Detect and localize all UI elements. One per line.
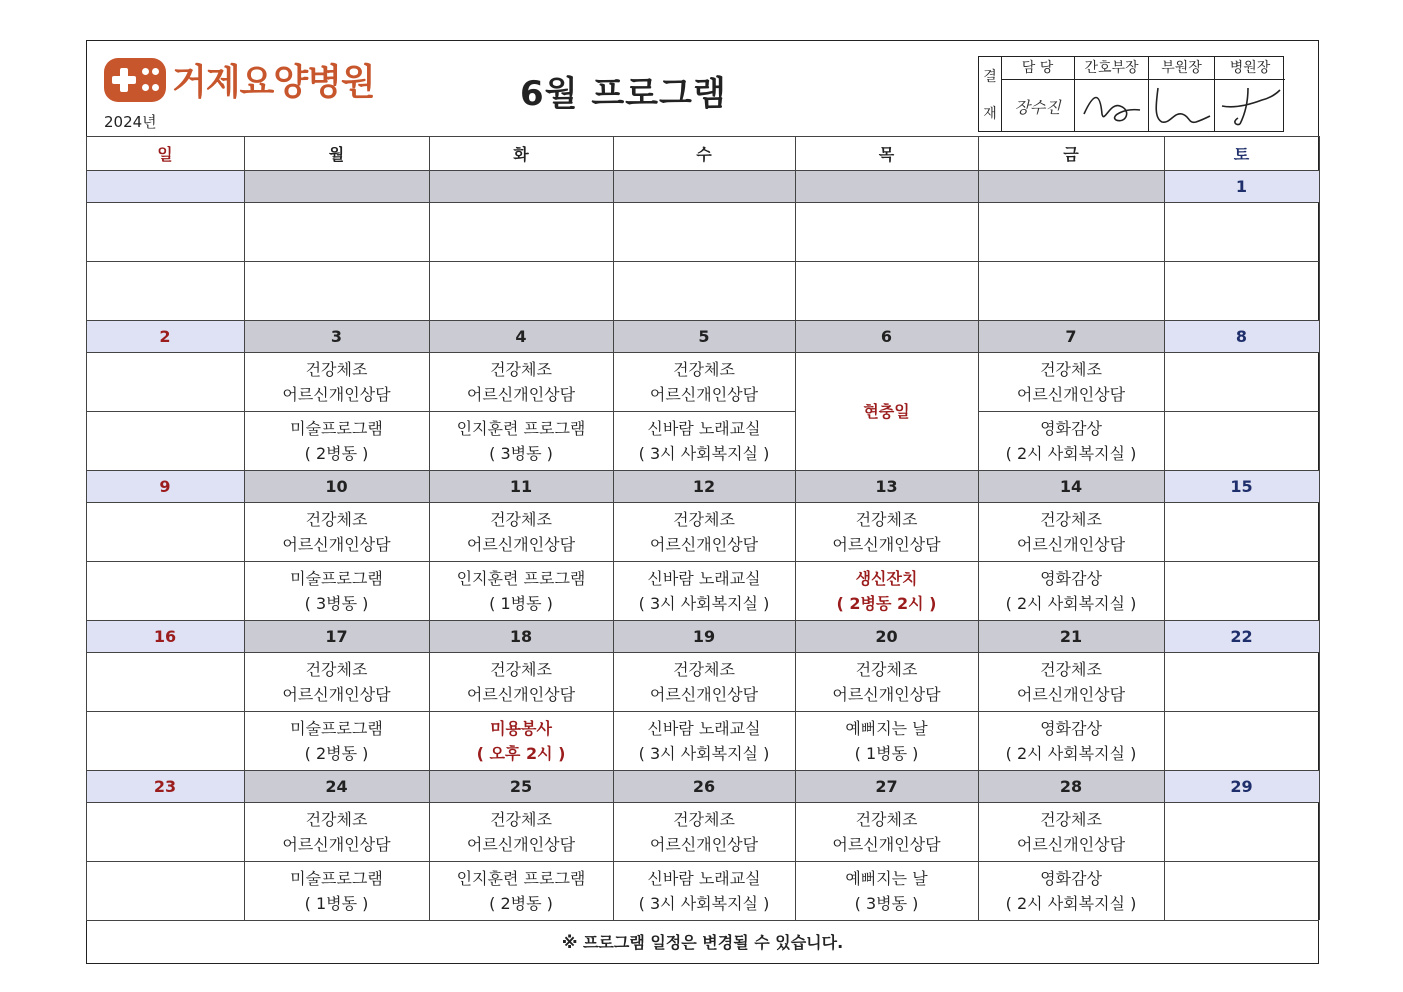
date-cell: 20 xyxy=(795,620,978,652)
date-cell: 8 xyxy=(1164,320,1319,352)
program-cell: 영화감상 ( 2시 사회복지실 ) xyxy=(1005,718,1137,763)
program-cell xyxy=(86,202,244,261)
grid-line xyxy=(795,711,978,712)
grid-line xyxy=(86,202,1319,203)
grid-line xyxy=(613,136,614,920)
program-cell xyxy=(1164,652,1319,711)
signature-vice-director xyxy=(1152,84,1212,128)
page-title: 6월 프로그램 xyxy=(520,74,727,114)
program-cell: 인지훈련 프로그램 ( 1병동 ) xyxy=(456,568,586,613)
grid-line xyxy=(1164,711,1319,712)
grid-line xyxy=(86,770,1319,771)
program-cell xyxy=(86,502,244,561)
program-cell xyxy=(1164,202,1319,261)
program-cell xyxy=(1164,861,1319,920)
date-cell: 19 xyxy=(613,620,795,652)
year-label: 2024년 xyxy=(104,113,157,131)
day-header-1: 월 xyxy=(328,144,345,164)
program-cell xyxy=(1164,411,1319,470)
program-cell: 건강체조 어르신개인상담 xyxy=(466,359,576,404)
grid-line xyxy=(795,136,796,920)
program-cell: 신바람 노래교실 ( 3시 사회복지실 ) xyxy=(638,418,770,463)
program-cell: 건강체조 어르신개인상담 xyxy=(832,509,941,554)
grid-line xyxy=(1164,261,1319,262)
grid-line xyxy=(86,470,1319,471)
program-cell: 미술프로그램 ( 2병동 ) xyxy=(290,718,383,763)
program-cell: 건강체조 어르신개인상담 xyxy=(282,359,391,404)
grid-line xyxy=(613,411,795,412)
program-cell: 건강체조 어르신개인상담 xyxy=(282,509,391,554)
grid-line xyxy=(86,711,244,712)
program-cell xyxy=(978,261,1164,320)
grid-line xyxy=(244,261,429,262)
approval-box xyxy=(978,56,1284,132)
program-cell: 건강체조 어르신개인상담 xyxy=(1016,659,1126,704)
grid-line xyxy=(86,170,1319,171)
signature-director xyxy=(1218,84,1282,128)
program-cell: 건강체조 어르신개인상담 xyxy=(1016,809,1126,854)
program-cell xyxy=(429,202,613,261)
program-cell: 건강체조 어르신개인상담 xyxy=(282,809,391,854)
grid-line xyxy=(613,861,795,862)
special-event-cell: 생신잔치 ( 2병동 2시 ) xyxy=(836,568,937,613)
date-cell: 3 xyxy=(244,320,429,352)
date-cell: 24 xyxy=(244,770,429,802)
program-cell xyxy=(86,711,244,770)
date-cell: 27 xyxy=(795,770,978,802)
grid-line xyxy=(613,711,795,712)
grid-line xyxy=(1164,561,1319,562)
hospital-name: 거제요양병원 xyxy=(172,62,375,103)
program-cell: 건강체조 어르신개인상담 xyxy=(282,659,391,704)
date-cell xyxy=(86,170,244,202)
program-cell xyxy=(1164,802,1319,861)
grid-line xyxy=(1164,861,1319,862)
date-cell: 25 xyxy=(429,770,613,802)
program-cell: 예뻐지는 날 ( 3병동 ) xyxy=(845,868,928,913)
date-cell: 11 xyxy=(429,470,613,502)
day-header-6: 토 xyxy=(1233,144,1250,164)
grid-line xyxy=(86,561,244,562)
program-cell: 건강체조 어르신개인상담 xyxy=(466,509,576,554)
date-cell: 9 xyxy=(86,470,244,502)
program-cell xyxy=(1164,502,1319,561)
grid-line xyxy=(244,136,245,920)
program-cell xyxy=(1164,711,1319,770)
grid-line xyxy=(978,411,1164,412)
day-header-2: 화 xyxy=(513,144,529,164)
program-cell: 건강체조 어르신개인상담 xyxy=(649,809,759,854)
day-header-3: 수 xyxy=(696,144,712,164)
approval-label: 결 재 xyxy=(979,57,1002,131)
date-cell: 15 xyxy=(1164,470,1319,502)
date-cell xyxy=(795,170,978,202)
grid-line xyxy=(86,136,87,920)
special-event-cell: 미용봉사 ( 오후 2시 ) xyxy=(476,718,566,763)
grid-line xyxy=(429,261,613,262)
program-cell xyxy=(1164,561,1319,620)
grid-line xyxy=(429,136,430,920)
program-cell: 건강체조 어르신개인상담 xyxy=(649,359,759,404)
program-cell: 건강체조 어르신개인상담 xyxy=(466,659,576,704)
day-header-0: 일 xyxy=(157,144,173,164)
grid-line xyxy=(613,561,795,562)
program-cell: 신바람 노래교실 ( 3시 사회복지실 ) xyxy=(638,568,770,613)
date-cell xyxy=(244,170,429,202)
program-cell xyxy=(86,352,244,411)
program-cell: 건강체조 어르신개인상담 xyxy=(649,509,759,554)
program-cell xyxy=(613,261,795,320)
date-cell: 14 xyxy=(978,470,1164,502)
program-cell xyxy=(613,202,795,261)
grid-line xyxy=(86,502,1319,503)
grid-line xyxy=(86,352,1319,353)
hospital-logo xyxy=(104,54,375,105)
program-cell: 건강체조 어르신개인상담 xyxy=(649,659,759,704)
grid-line xyxy=(86,652,1319,653)
program-cell: 영화감상 ( 2시 사회복지실 ) xyxy=(1005,418,1137,463)
date-cell: 21 xyxy=(978,620,1164,652)
grid-line xyxy=(244,561,429,562)
day-header-4: 목 xyxy=(878,144,895,164)
date-cell xyxy=(429,170,613,202)
grid-line xyxy=(978,561,1164,562)
signature-manager: 장수진 xyxy=(1014,97,1061,117)
program-cell xyxy=(86,411,244,470)
date-cell: 2 xyxy=(86,320,244,352)
grid-line xyxy=(429,861,613,862)
grid-line xyxy=(978,261,1164,262)
program-cell: 건강체조 어르신개인상담 xyxy=(832,659,941,704)
signature-nursing-director xyxy=(1080,84,1144,128)
program-cell: 신바람 노래교실 ( 3시 사회복지실 ) xyxy=(638,718,770,763)
grid-line xyxy=(613,261,795,262)
program-cell xyxy=(244,261,429,320)
grid-line xyxy=(244,861,429,862)
grid-line xyxy=(1164,411,1319,412)
program-cell: 영화감상 ( 2시 사회복지실 ) xyxy=(1005,568,1137,613)
program-cell: 건강체조 어르신개인상담 xyxy=(832,809,941,854)
grid-line xyxy=(978,711,1164,712)
hospital-logo-icon xyxy=(104,58,166,102)
holiday-cell: 현충일 xyxy=(863,401,910,421)
grid-line xyxy=(795,561,978,562)
grid-line xyxy=(1164,136,1165,920)
program-cell: 건강체조 어르신개인상담 xyxy=(1016,359,1126,404)
grid-line xyxy=(86,136,1319,137)
schedule-notice: ※ 프로그램 일정은 변경될 수 있습니다. xyxy=(561,932,844,952)
program-cell xyxy=(795,202,978,261)
date-cell: 23 xyxy=(86,770,244,802)
date-cell: 6 xyxy=(795,320,978,352)
date-cell: 29 xyxy=(1164,770,1319,802)
program-cell xyxy=(244,202,429,261)
date-cell: 18 xyxy=(429,620,613,652)
date-cell: 16 xyxy=(86,620,244,652)
date-cell: 5 xyxy=(613,320,795,352)
date-cell: 1 xyxy=(1164,170,1319,202)
approval-col-vice-director: 부원장 xyxy=(1149,57,1215,131)
approval-col-nursing-director: 간호부장 xyxy=(1075,57,1149,131)
grid-line xyxy=(86,620,1319,621)
program-cell xyxy=(86,802,244,861)
program-cell xyxy=(86,561,244,620)
date-cell: 10 xyxy=(244,470,429,502)
program-cell: 미술프로그램 ( 3병동 ) xyxy=(290,568,383,613)
grid-line xyxy=(795,861,978,862)
grid-line xyxy=(978,861,1164,862)
program-cell xyxy=(86,261,244,320)
grid-line xyxy=(86,320,1319,321)
program-cell xyxy=(978,202,1164,261)
grid-line xyxy=(1319,136,1320,920)
program-cell: 미술프로그램 ( 2병동 ) xyxy=(290,418,383,463)
date-cell: 12 xyxy=(613,470,795,502)
program-cell: 예뻐지는 날 ( 1병동 ) xyxy=(845,718,928,763)
program-cell xyxy=(86,861,244,920)
program-cell: 건강체조 어르신개인상담 xyxy=(1016,509,1126,554)
grid-line xyxy=(429,411,613,412)
date-cell: 13 xyxy=(795,470,978,502)
grid-line xyxy=(795,261,978,262)
program-cell xyxy=(1164,261,1319,320)
program-cell: 건강체조 어르신개인상담 xyxy=(466,809,576,854)
date-cell: 22 xyxy=(1164,620,1319,652)
program-cell xyxy=(795,261,978,320)
grid-line xyxy=(429,561,613,562)
grid-line xyxy=(86,261,244,262)
date-cell: 28 xyxy=(978,770,1164,802)
grid-line xyxy=(86,802,1319,803)
approval-col-director: 병원장 xyxy=(1215,57,1285,131)
day-header-5: 금 xyxy=(1063,144,1079,164)
grid-line xyxy=(244,411,429,412)
program-cell xyxy=(86,652,244,711)
grid-line xyxy=(86,861,244,862)
program-cell: 인지훈련 프로그램 ( 3병동 ) xyxy=(456,418,586,463)
date-cell: 17 xyxy=(244,620,429,652)
program-cell xyxy=(429,261,613,320)
program-cell xyxy=(1164,352,1319,411)
date-cell xyxy=(613,170,795,202)
program-cell: 영화감상 ( 2시 사회복지실 ) xyxy=(1005,868,1137,913)
grid-line xyxy=(86,920,1319,921)
grid-line xyxy=(429,711,613,712)
approval-col-manager: 담 당 장수진 xyxy=(1001,57,1075,131)
grid-line xyxy=(978,136,979,920)
program-cell: 미술프로그램 ( 1병동 ) xyxy=(290,868,383,913)
grid-line xyxy=(244,711,429,712)
program-cell: 신바람 노래교실 ( 3시 사회복지실 ) xyxy=(638,868,770,913)
date-cell: 7 xyxy=(978,320,1164,352)
date-cell: 26 xyxy=(613,770,795,802)
program-cell: 인지훈련 프로그램 ( 2병동 ) xyxy=(456,868,586,913)
date-cell xyxy=(978,170,1164,202)
grid-line xyxy=(86,411,244,412)
date-cell: 4 xyxy=(429,320,613,352)
